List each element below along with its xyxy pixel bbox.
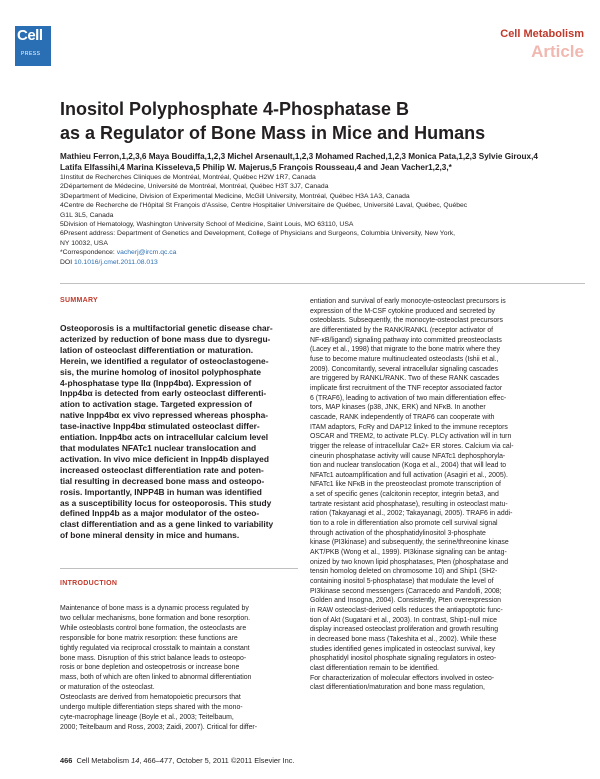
summary-line: of bone mineral density in mice and humans. bbox=[60, 530, 240, 541]
body-line: NFATc1 like NFκB in the preosteoclast promote transcription of bbox=[310, 481, 501, 489]
body-line: expression of the M-CSF cytokine produced and secreted by bbox=[310, 307, 495, 315]
correspondence-email-link[interactable]: vacherj@ircm.qc.ca bbox=[116, 249, 177, 257]
affiliation-line: 5Division of Hematology, Washington University School of Medicine, Saint Louis, MO 63110, USA bbox=[60, 221, 354, 229]
summary-line: rosis. Importantly, INPP4B in human was identified bbox=[60, 486, 262, 497]
body-line: OSCAR and TREM2, to activate PLCγ. PLCγ activation will in turn bbox=[310, 433, 512, 441]
body-line: osteoblasts. Subsequently, the monocyte-osteoclast precursors bbox=[310, 317, 503, 325]
body-line: clast differentiation remain to be identified. bbox=[310, 664, 439, 672]
affiliation-line: NY 10032, USA bbox=[60, 239, 108, 247]
body-line: AKT/PKB (Wong et al., 1999). PI3kinase signaling can be antag- bbox=[310, 549, 507, 557]
page-footer bbox=[60, 756, 294, 765]
author-line: Mathieu Ferron,1,2,3,6 Maya Boudiffa,1,2,3 Michel Arsenault,1,2,3 Mohamed Rached,1,2,3 Monica Pata,1,2,3 Sylvie Giroux,4 bbox=[60, 152, 538, 161]
summary-line: tial resulting in decreased bone mass and osteopo- bbox=[60, 475, 265, 486]
summary-line: Osteoporosis is a multifactorial genetic disease char- bbox=[60, 323, 273, 333]
body-line: onized by two known lipid phosphatases, Pten (phosphatase and bbox=[310, 558, 509, 566]
body-line: tartrate resistant acid phosphatase), resulting in osteoclast matu- bbox=[310, 500, 508, 508]
author-list bbox=[60, 151, 590, 173]
body-line: fuse to become mature multinucleated osteoclasts (Ishii et al., bbox=[310, 355, 499, 363]
body-line: ration (Takayanagi et al., 2002; Takayanagi, 2005). TRAF6 in addi- bbox=[310, 510, 513, 518]
intro-line: cyte-macrophage lineage (Boyle et al., 2003; Teitelbaum, bbox=[60, 713, 234, 721]
summary-line: entiation. Inpp4bα acts on intracellular calcium level bbox=[60, 432, 269, 443]
body-line: are differentiated by the RANK/RANKL (receptor activator of bbox=[310, 326, 494, 334]
summary-line: ation to activation stage. Targeted expression of bbox=[60, 399, 253, 410]
intro-line: bone mass. Disruption of this strict balance leads to osteopo- bbox=[60, 654, 247, 662]
introduction-text bbox=[60, 604, 298, 733]
doi bbox=[60, 258, 590, 267]
body-line: trigger the release of intracellular Ca2+ ER stores. Calcium via cal- bbox=[310, 442, 514, 450]
summary-line: 4-phosphatase type IIα (Inpp4bα). Expression of bbox=[60, 377, 252, 388]
affiliation-line: 4Centre de Recherche de l'Hôpital St François d'Assise, Centre Hospitalier Universitaire de Québec, Université Laval, Québec, Québec bbox=[60, 202, 468, 210]
body-line: phosphatidyl inositol phosphate signaling regulators in osteo- bbox=[310, 655, 497, 663]
summary-line: as a susceptibility locus for osteoporosis. This study bbox=[60, 497, 272, 508]
body-line: entiation and survival of early monocyte-osteoclast precursors is bbox=[310, 298, 506, 305]
affiliation-line: 6Present address: Department of Genetics and Development, College of Physicians and Surgeons, Columbia University, New York, bbox=[60, 230, 456, 238]
author-line: Latifa Elfassihi,4 Marina Kisseleva,5 Philip W. Majerus,5 François Rousseau,4 and Jean Vacher1,2,3,* bbox=[60, 163, 452, 172]
footer-volume: 14 bbox=[131, 756, 140, 765]
intro-line: tightly regulated via reciprocal crosstalk to maintain a constant bbox=[60, 644, 250, 652]
correspondence bbox=[60, 248, 590, 257]
summary-line: acterized by reduction of bone mass due to dysregu- bbox=[60, 333, 271, 344]
body-line: For characterization of molecular effectors involved in osteo- bbox=[310, 674, 495, 682]
intro-line: or maturation of the osteoclast. bbox=[60, 684, 155, 692]
article-title bbox=[60, 97, 580, 145]
title-line: Inositol Polyphosphate 4-Phosphatase B bbox=[60, 99, 410, 119]
summary-line: Herein, we identified a regulator of osteoclastogene- bbox=[60, 355, 269, 366]
body-line: in decreased bone mass (Takeshita et al., 2002). While these bbox=[310, 635, 497, 643]
body-line: implicate first recruitment of the TNF receptor associated factor bbox=[310, 384, 503, 392]
affiliation-line: 3Department of Medicine, Division of Experimental Medicine, McGill University, Montréal, Québec H3A 1A3, Canada bbox=[60, 192, 410, 200]
body-line: studies identified genes implicated in osteoclast survival, key bbox=[310, 645, 495, 653]
body-line: tion and nuclear translocation (Koga et al., 2004) that will lead to bbox=[310, 462, 507, 470]
body-line: a set of specific genes (calcitonin receptor, integrin beta3, and bbox=[310, 491, 499, 499]
summary-line: that modulates NFATc1 nuclear translocation and bbox=[60, 442, 257, 453]
introduction-heading: INTRODUCTION bbox=[60, 580, 118, 587]
summary-line: sis, the murine homolog of inositol polyphosphate bbox=[60, 366, 262, 377]
intro-line: rosis or bone depletion and osteopetrosis or increase bone bbox=[60, 664, 240, 672]
summary-line: Inpp4bα is detected from early osteoclast differenti- bbox=[60, 388, 267, 399]
summary-line: lation of osteoclast differentiation or maturation. bbox=[60, 344, 254, 355]
intro-line: While osteoblasts control bone formation, the osteoclasts are bbox=[60, 624, 247, 632]
intro-line: mass, both of which are often linked to abnormal differentiation bbox=[60, 674, 252, 682]
doi-label: DOI bbox=[60, 258, 74, 266]
body-line: ITAM adaptors, FcRγ and DAP12 linked to the immune receptors bbox=[310, 423, 508, 431]
affiliation-line: 1Institut de Recherches Cliniques de Montréal, Montréal, Québec H2W 1R7, Canada bbox=[60, 174, 316, 181]
summary-text bbox=[60, 323, 298, 541]
body-line: kinase (PI3kinase) and subsequently, the serine/threonine kinase bbox=[310, 539, 509, 547]
summary-line: native Inpp4bα ex vivo repressed whereas phospha- bbox=[60, 410, 269, 421]
body-line: Golden and Insogna, 2004). Consistently, Pten overexpression bbox=[310, 597, 502, 605]
body-line: NF-κB/ligand) signaling pathway into committed preosteoclasts bbox=[310, 336, 502, 344]
summary-line: activation. In vivo mice deficient in Inpp4b displayed bbox=[60, 453, 269, 464]
footer-journal: Cell Metabolism bbox=[76, 756, 130, 765]
journal-name: Cell Metabolism bbox=[500, 28, 584, 40]
body-line: 6 (TRAF6), leading to activation of two main differentiation effec- bbox=[310, 394, 507, 402]
footer-citation: , 466–477, October 5, 2011 ©2011 Elsevier Inc. bbox=[139, 756, 295, 765]
body-line: (Lacey et al., 1998) that migrate to the bone matrix where they bbox=[310, 346, 500, 354]
title-line: as a Regulator of Bone Mass in Mice and Humans bbox=[60, 123, 486, 143]
summary-line: tase-inactive Inpp4bα stimulated osteoclast differ- bbox=[60, 421, 260, 432]
body-line: tion of Akt (Sugatani et al., 2003). In contrast, Ship1-null mice bbox=[310, 616, 497, 624]
body-line: tors, MAP kinases (p38, JNK, ERK) and NFκB. In another bbox=[310, 404, 486, 412]
intro-line: responsible for bone matrix resorption: these functions are bbox=[60, 634, 238, 642]
body-line: cascade, RANK independently of TRAF6 can cooperate with bbox=[310, 413, 495, 421]
summary-heading: SUMMARY bbox=[60, 297, 99, 304]
body-line: in RAW osteoclast-derived cells reduces the antiapoptotic func- bbox=[310, 607, 503, 614]
divider bbox=[60, 283, 585, 284]
right-column-text bbox=[310, 297, 585, 693]
body-line: display increased osteoclast proliferation and growth resulting bbox=[310, 626, 499, 634]
correspondence-label: *Correspondence: bbox=[60, 249, 117, 257]
affiliation-line: 2Département de Médecine, Université de Montréal, Montréal, Québec H3T 3J7, Canada bbox=[60, 183, 329, 191]
divider bbox=[60, 568, 298, 569]
cell-press-logo bbox=[15, 26, 51, 66]
logo-subtext: PRESS bbox=[21, 51, 41, 57]
affiliation-line: G1L 3L5, Canada bbox=[60, 211, 114, 219]
body-line: containing inositol 5-phosphatase) that modulate the level of bbox=[310, 578, 494, 586]
body-line: tion to a role in differentiation also promote cell survival signal bbox=[310, 520, 498, 528]
body-line: NFATc1 autoamplification and full activation (Asagiri et al., 2005). bbox=[310, 471, 508, 479]
summary-line: clast differentiation and as a gene linked to variability bbox=[60, 519, 274, 530]
body-line: cineurin phosphatase activity will cause NFATc1 dephosphoryla- bbox=[310, 452, 506, 460]
doi-link[interactable]: 10.1016/j.cmet.2011.08.013 bbox=[73, 258, 158, 266]
intro-line: two cellular mechanisms, bone formation and bone resorption. bbox=[60, 614, 250, 622]
intro-line: Osteoclasts are derived from hematopoietic precursors that bbox=[60, 694, 241, 702]
body-line: clast differentiation/maturation and bone mass regulation, bbox=[310, 684, 485, 692]
intro-line: Maintenance of bone mass is a dynamic process regulated by bbox=[60, 605, 249, 612]
body-line: 2009). Concomitantly, several intracellular signaling cascades bbox=[310, 365, 498, 373]
intro-line: 2000; Teitelbaum and Ross, 2003; Zaidi, 2007). Critical for differ- bbox=[60, 723, 257, 731]
body-line: are triggered by RANKL/RANK. Two of these RANK cascades bbox=[310, 375, 500, 383]
body-line: tensin homolog deleted on chromosome 10) and Ship1 (SH2- bbox=[310, 568, 498, 576]
affiliations bbox=[60, 173, 590, 267]
summary-line: increased osteoclast differentiation rate and poten- bbox=[60, 464, 264, 475]
intro-line: undergo multiple differentiation steps shared with the mono- bbox=[60, 704, 243, 712]
article-type: Article bbox=[531, 42, 584, 61]
body-line: PI3kinase second messengers (Carracedo and Pandolfi, 2008; bbox=[310, 587, 502, 595]
page-number: 466 bbox=[60, 756, 73, 765]
summary-line: defined Inpp4b as a major modulator of the osteo- bbox=[60, 508, 260, 519]
body-line: through activation of the phosphatidylinositol 3-phosphate bbox=[310, 529, 486, 537]
logo-text: Cell bbox=[17, 27, 43, 44]
